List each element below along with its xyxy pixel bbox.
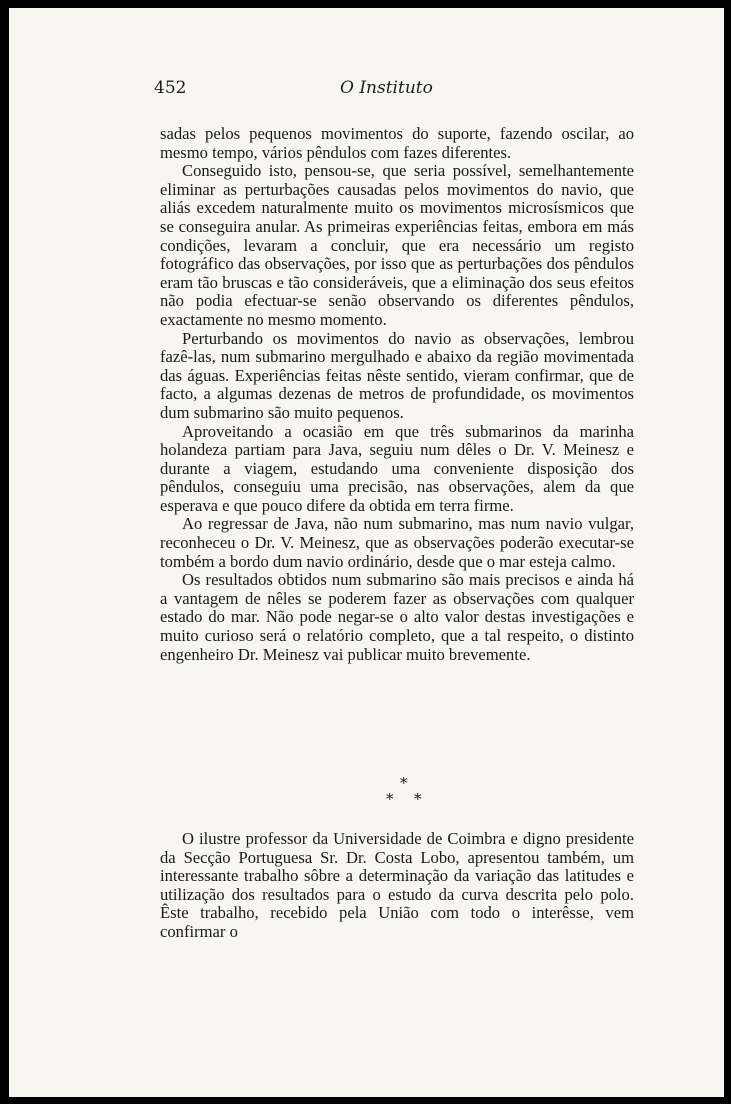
paragraph: O ilustre professor da Universidade de Coimbra e digno presidente da Secção Portuguesa Sr. Dr. Costa Lobo, apresentou também, um interessante trabalho sôbre a determinação da variação das latitudes e utilização dos resultados para o estudo da curva descrita pelo polo. Êste trabalho, recebido pela União com todo o interêsse, vem confirmar o [160,829,634,941]
asterism-star: * [400,774,408,792]
running-title: O Instituto [340,78,433,98]
asterism-star: * [386,790,394,808]
paragraph-continued: sadas pelos pequenos movimentos do suporte, fazendo oscilar, ao mesmo tempo, vários pêndulos com fazes diferentes. [160,124,634,162]
paragraph: Os resultados obtidos num submarino são mais precisos e ainda há a vantagem de nêles se poderem fazer as observações com qualquer estado do mar. Não pode negar-se o alto valor destas investigações e muito curioso será o relatório completo, que a tal respeito, o distinto engenheiro Dr. Meinesz vai publicar muito brevemente. [160,570,634,664]
section-asterism [376,774,446,814]
book-page [9,8,724,1097]
page-number: 452 [154,78,187,98]
closing-text [160,830,634,942]
asterism-star: * [414,790,422,808]
paragraph: Aproveitando a ocasião em que três submarinos da marinha holandeza partiam para Java, seguiu num dêles o Dr. V. Meinesz e durante a viagem, estudando uma conveniente disposição dos pêndulos, conseguiu uma precisão, nas observações, alem da que esperava e que pouco difere da obtida em terra firme. [160,421,634,515]
paragraph: Perturbando os movimentos do navio as observações, lembrou fazê-las, num submarino mergulhado e abaixo da região movimentada das águas. Experiências feitas nêste sentido, vieram confirmar, que de facto, a algumas dezenas de metros de profundidade, os movimentos dum submarino são muito pequenos. [160,328,634,422]
page-header [154,78,634,102]
paragraph: Conseguido isto, pensou-se, que seria possível, semelhantemente eliminar as perturbações causadas pelos movimentos do navio, que aliás excedem naturalmente muito os movimentos microsísmicos que se conseguira anular. As primeiras experiências feitas, embora em más condições, levaram a concluir, que era necessário um registo fotográfico das observações, por isso que as perturbações dos pêndulos eram tão bruscas e tão consideráveis, que a eliminação dos seus efeitos não podia efectuar-se senão observando os diferentes pêndulos, exactamente no mesmo momento. [160,161,634,329]
paragraph: Ao regressar de Java, não num submarino, mas num navio vulgar, reconheceu o Dr. V. Meinesz, que as observações poderão executar-se tombém a bordo dum navio ordinário, desde que o mar esteja calmo. [160,514,634,571]
main-text [160,125,634,664]
